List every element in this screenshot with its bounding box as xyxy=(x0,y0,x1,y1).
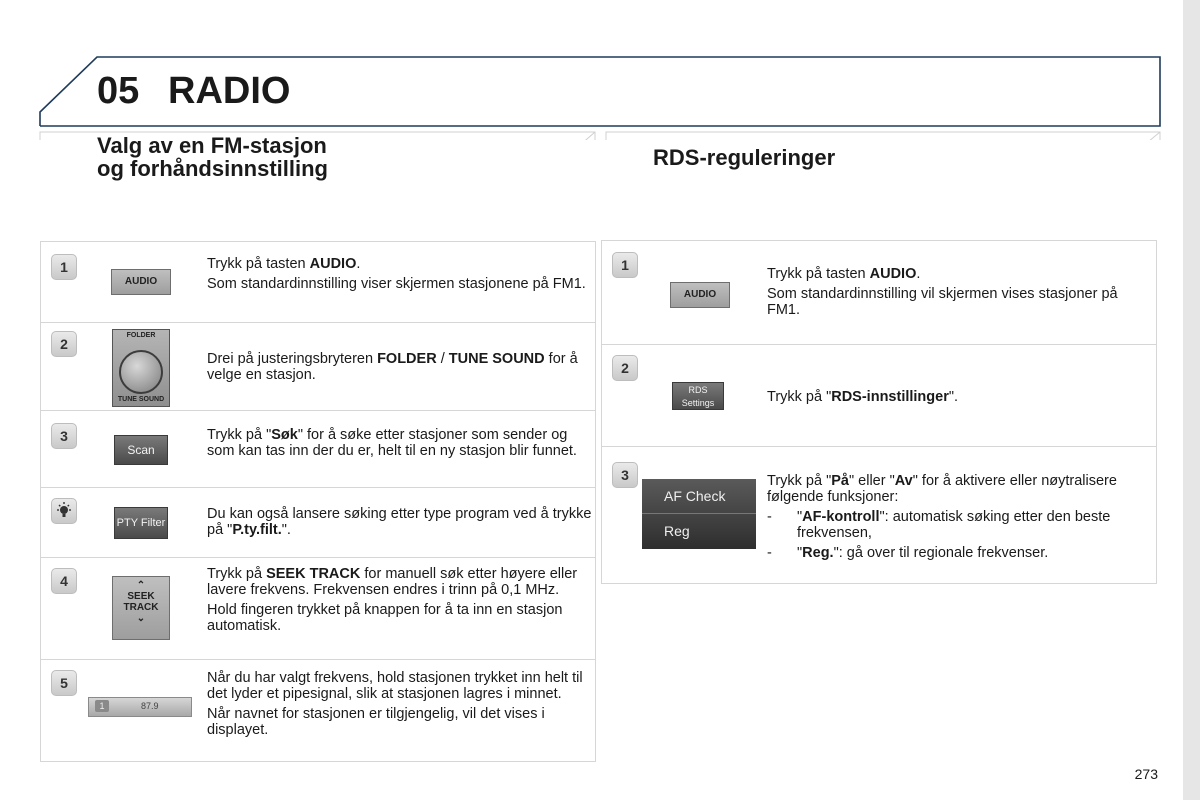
knob-top-label: FOLDER xyxy=(126,332,156,339)
step-badge: 2 xyxy=(612,355,638,381)
preset-frequency: 87.9 xyxy=(141,701,159,711)
audio-button[interactable]: AUDIO xyxy=(670,282,730,308)
step-text: Trykk på "Søk" for å søke etter stasjoner som sender og som kan tas inn der du er, helt til en ny stasjon blir funnet. xyxy=(207,427,577,459)
step-text: Trykk på "På" eller "Av" for å aktivere eller nøytralisere følgende funksjoner: xyxy=(767,473,1117,505)
function-list xyxy=(767,509,1152,561)
step-text: Som standardinnstilling vil skjermen vises stasjoner på FM1. xyxy=(767,286,1118,318)
left-section-title xyxy=(97,134,328,180)
rds-settings-button[interactable]: RDS Settings xyxy=(672,382,724,410)
step-text: Som standardinnstilling viser skjermen stasjonene på FM1. xyxy=(207,276,586,292)
left-tip xyxy=(41,487,595,558)
right-section-title: RDS-reguleringer xyxy=(653,145,836,170)
left-step-1: 1 AUDIO Trykk på tasten AUDIO. Som standardinnstilling viser skjermen stasjonene på FM1. xyxy=(41,242,595,322)
seek-track-button[interactable] xyxy=(112,576,170,640)
preset-button[interactable] xyxy=(88,697,192,717)
pty-filter-button[interactable]: PTY Filter xyxy=(114,507,168,539)
left-step-5 xyxy=(41,659,595,762)
af-reg-screen xyxy=(642,479,756,549)
reg-item[interactable]: Reg xyxy=(664,523,690,539)
list-item: - "Reg.": gå over til regionale frekvenser. xyxy=(767,545,1049,561)
chapter-number: 05 xyxy=(97,70,140,112)
tip-icon xyxy=(51,498,77,524)
step-text: Når du har valgt frekvens, hold stasjonen trykket inn helt til det lyder et pipesignal, slik at stasjonen lagres i minnet. xyxy=(207,670,583,702)
chapter-title: RADIO xyxy=(168,70,291,112)
step-text: Hold fingeren trykket på knappen for å ta inn en stasjon automatisk. xyxy=(207,602,563,634)
step-badge: 3 xyxy=(51,423,77,449)
audio-button[interactable]: AUDIO xyxy=(111,269,171,295)
step-text: Trykk på "RDS-innstillinger". xyxy=(767,389,959,405)
left-step-4 xyxy=(41,557,595,660)
folder-tune-sound-knob[interactable] xyxy=(112,329,170,407)
seek-label: SEEK xyxy=(127,591,155,602)
step-text: Når navnet for stasjonen er tilgjengelig, vil det vises i displayet. xyxy=(207,706,545,738)
knob-dial-icon[interactable] xyxy=(119,350,163,394)
step-badge: 4 xyxy=(51,568,77,594)
left-section-title-line2: og forhåndsinnstilling xyxy=(97,156,328,181)
list-item: - "AF-kontroll": automatisk søking etter den beste frekvensen, xyxy=(767,509,1111,541)
left-step-2 xyxy=(41,322,595,411)
preset-number: 1 xyxy=(95,700,109,712)
page-number: 273 xyxy=(1134,766,1158,782)
right-step-1: 1 AUDIO Trykk på tasten AUDIO. Som standardinnstilling vil skjermen vises stasjoner på FM1. xyxy=(602,241,1156,344)
right-step-3 xyxy=(602,446,1156,584)
left-section-title-line1: Valg av en FM-stasjon xyxy=(97,133,327,158)
chevron-up-icon: ⌃ xyxy=(136,580,146,591)
left-steps-panel xyxy=(40,241,596,762)
step-badge: 1 xyxy=(612,252,638,278)
step-badge: 5 xyxy=(51,670,77,696)
step-badge: 3 xyxy=(612,462,638,488)
lightbulb-icon xyxy=(52,499,76,523)
step-text: Drei på justeringsbryteren FOLDER / TUNE SOUND for å velge en stasjon. xyxy=(207,351,578,383)
step-badge: 2 xyxy=(51,331,77,357)
left-step-3 xyxy=(41,410,595,488)
step-text: Du kan også lansere søking etter type program ved å trykke på "P.ty.filt.". xyxy=(207,506,592,538)
scan-button[interactable]: Scan xyxy=(114,435,168,465)
knob-bottom-label: TUNE SOUND xyxy=(117,396,165,403)
right-steps-panel xyxy=(601,240,1157,584)
af-check-item[interactable]: AF Check xyxy=(642,479,756,514)
track-label: TRACK xyxy=(123,602,159,613)
step-text: Trykk på SEEK TRACK for manuell søk etter høyere eller lavere frekvens. Frekvensen endres i trinn på 0,1 MHz. xyxy=(207,566,578,598)
step-badge: 1 xyxy=(51,254,77,280)
chevron-down-icon: ⌄ xyxy=(136,613,146,624)
right-step-2 xyxy=(602,344,1156,447)
